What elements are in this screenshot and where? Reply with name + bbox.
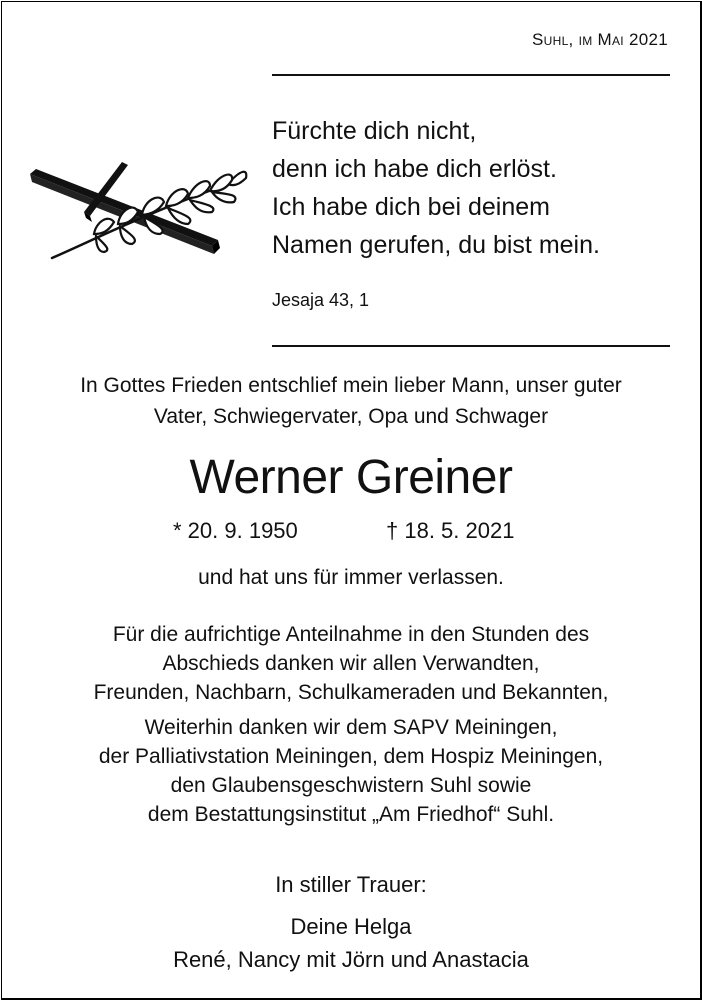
- further-thanks-line: Weiterhin danken wir dem SAPV Meiningen,: [144, 716, 558, 739]
- cross-with-palm-branch-icon: [28, 160, 250, 264]
- thanks-line: Freunden, Nachbarn, Schulkameraden und Bekannten,: [93, 681, 609, 704]
- verse-line: denn ich habe dich erlöst.: [272, 155, 557, 183]
- verse-line: Namen gerufen, du bist mein.: [272, 231, 600, 259]
- bible-verse: [272, 112, 600, 264]
- verse-line: Fürchte dich nicht,: [272, 117, 477, 145]
- signers: [0, 910, 702, 976]
- deceased-name: Werner Greiner: [189, 451, 513, 504]
- intro-line: In Gottes Frieden entschlief mein lieber Mann, unser guter: [80, 374, 622, 397]
- death-date: † 18. 5. 2021: [386, 518, 515, 543]
- further-thanks-line: dem Bestattungsinstitut „Am Friedhof“ Suhl.: [147, 803, 555, 826]
- passing-text: und hat uns für immer verlassen.: [198, 566, 504, 589]
- further-thanks-text: [0, 713, 702, 829]
- signer-line: René, Nancy mit Jörn und Anastacia: [173, 947, 529, 972]
- thanks-text: [0, 620, 702, 707]
- intro-line: Vater, Schwiegervater, Opa und Schwager: [153, 405, 549, 428]
- verse-reference: Jesaja 43, 1: [272, 290, 370, 310]
- top-divider: [272, 74, 670, 76]
- thanks-line: Für die aufrichtige Anteilnahme in den Stunden des: [112, 623, 590, 646]
- further-thanks-line: der Palliativstation Meiningen, dem Hospiz Meiningen,: [98, 745, 604, 768]
- intro-text: [0, 370, 702, 432]
- thanks-line: Abschieds danken wir allen Verwandten,: [162, 652, 540, 675]
- mourning-heading: In stiller Trauer:: [275, 872, 427, 897]
- further-thanks-line: den Glaubensgeschwistern Suhl sowie: [170, 774, 532, 797]
- place-and-date: Suhl, im Mai 2021: [532, 30, 668, 49]
- verse-line: Ich habe dich bei deinem: [272, 193, 550, 221]
- birth-date: * 20. 9. 1950: [173, 518, 298, 543]
- signer-line: Deine Helga: [290, 914, 412, 939]
- bottom-divider: [272, 345, 670, 347]
